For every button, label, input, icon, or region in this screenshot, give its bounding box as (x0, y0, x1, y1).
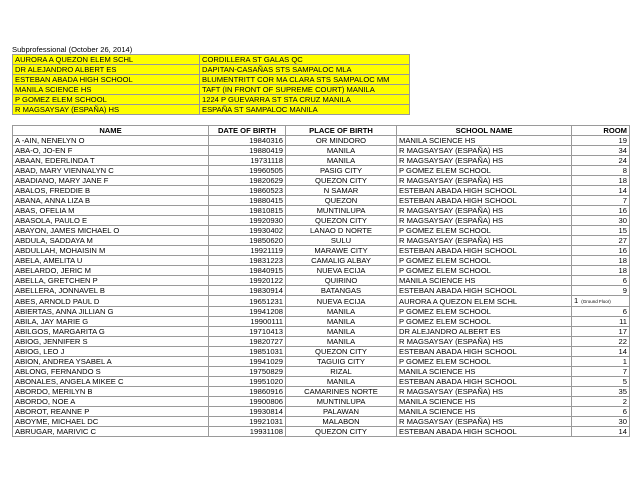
school-name-cell: AURORA A QUEZON ELEM SCHL (13, 55, 200, 65)
dob-cell: 19921031 (209, 417, 286, 427)
room-cell: 5 (572, 377, 630, 387)
name-cell: ABELLERA, JONNAVEL B (13, 286, 209, 296)
header-row (13, 126, 630, 136)
name-cell: ABADIANO, MARY JANE F (13, 176, 209, 186)
pob-cell: NUEVA ECIJA (286, 266, 397, 276)
school-cell: R MAGSAYSAY (ESPAÑA) HS (397, 236, 572, 246)
name-cell: ABORDO, MERILYN B (13, 387, 209, 397)
name-cell: ABAYON, JAMES MICHAEL O (13, 226, 209, 236)
school-address-cell: BLUMENTRITT COR MA CLARA STS SAMPALOC MM (200, 75, 410, 85)
name-cell: ABRUGAR, MARIVIC C (13, 427, 209, 437)
school-address-cell: 1224 P GUEVARRA ST STA CRUZ MANILA (200, 95, 410, 105)
sheet-subtitle: Subprofessional (October 26, 2014) (12, 45, 133, 54)
dob-cell: 19880415 (209, 196, 286, 206)
school-cell: AURORA A QUEZON ELEM SCHL (397, 296, 572, 307)
school-cell: DR ALEJANDRO ALBERT ES (397, 327, 572, 337)
table-row (13, 196, 630, 206)
dob-cell: 19900806 (209, 397, 286, 407)
table-row (13, 246, 630, 256)
pob-cell: QUEZON CITY (286, 347, 397, 357)
table-row (13, 296, 630, 307)
dob-cell: 19731118 (209, 156, 286, 166)
table-row (13, 176, 630, 186)
table-row (13, 226, 630, 236)
name-cell: ABIOG, JENNIFER S (13, 337, 209, 347)
pob-cell: MANILA (286, 337, 397, 347)
name-cell: ABA-O, JO-EN F (13, 146, 209, 156)
pob-cell: RIZAL (286, 367, 397, 377)
name-cell: A -AIN, NENELYN O (13, 136, 209, 146)
table-row (13, 286, 630, 296)
room-cell: 24 (572, 156, 630, 166)
name-cell: ABIOG, LEO J (13, 347, 209, 357)
school-cell: MANILA SCIENCE HS (397, 276, 572, 286)
dob-cell: 19930402 (209, 226, 286, 236)
pob-cell: SULU (286, 236, 397, 246)
room-cell: 18 (572, 256, 630, 266)
school-cell: R MAGSAYSAY (ESPAÑA) HS (397, 387, 572, 397)
pob-cell: MUNTINLUPA (286, 206, 397, 216)
table-row (13, 166, 630, 176)
room-cell: 34 (572, 146, 630, 156)
school-address-cell: TAFT (IN FRONT OF SUPREME COURT) MANILA (200, 85, 410, 95)
name-cell: ABALOS, FREDDIE B (13, 186, 209, 196)
school-name-cell: ESTEBAN ABADA HIGH SCHOOL (13, 75, 200, 85)
room-number: 1 (574, 296, 579, 305)
examinee-table (12, 125, 630, 437)
school-cell: P GOMEZ ELEM SCHOOL (397, 307, 572, 317)
room-cell (572, 296, 630, 307)
table-row (13, 427, 630, 437)
dob-cell: 19810815 (209, 206, 286, 216)
header-dob: DATE OF BIRTH (209, 126, 286, 136)
room-cell: 27 (572, 236, 630, 246)
name-cell: ABELLA, GRETCHEN P (13, 276, 209, 286)
name-cell: ABOROT, REANNE P (13, 407, 209, 417)
room-cell: 18 (572, 176, 630, 186)
room-cell: 22 (572, 337, 630, 347)
school-cell: ESTEBAN ABADA HIGH SCHOOL (397, 427, 572, 437)
school-cell: ESTEBAN ABADA HIGH SCHOOL (397, 286, 572, 296)
room-cell: 30 (572, 417, 630, 427)
name-cell: ABION, ANDREA YSABEL A (13, 357, 209, 367)
header-name: NAME (13, 126, 209, 136)
name-cell: ABORDO, NOE A (13, 397, 209, 407)
name-cell: ABIERTAS, ANNA JILLIAN G (13, 307, 209, 317)
school-row (13, 75, 410, 85)
pob-cell: MANILA (286, 377, 397, 387)
dob-cell: 19860916 (209, 387, 286, 397)
table-row (13, 186, 630, 196)
table-row (13, 327, 630, 337)
school-cell: MANILA SCIENCE HS (397, 407, 572, 417)
name-cell: ABONALES, ANGELA MIKEE C (13, 377, 209, 387)
room-cell: 6 (572, 276, 630, 286)
dob-cell: 19710413 (209, 327, 286, 337)
school-name-cell: DR ALEJANDRO ALBERT ES (13, 65, 200, 75)
school-cell: R MAGSAYSAY (ESPAÑA) HS (397, 156, 572, 166)
pob-cell: MARAWE CITY (286, 246, 397, 256)
dob-cell: 19651231 (209, 296, 286, 307)
room-cell: 19 (572, 136, 630, 146)
school-cell: P GOMEZ ELEM SCHOOL (397, 256, 572, 266)
dob-cell: 19941029 (209, 357, 286, 367)
school-name-cell: P GOMEZ ELEM SCHOOL (13, 95, 200, 105)
school-row (13, 95, 410, 105)
room-cell: 9 (572, 286, 630, 296)
pob-cell: QUEZON (286, 196, 397, 206)
school-row (13, 105, 410, 115)
pob-cell: N SAMAR (286, 186, 397, 196)
pob-cell: MUNTINLUPA (286, 397, 397, 407)
school-cell: MANILA SCIENCE HS (397, 136, 572, 146)
table-row (13, 216, 630, 226)
table-row (13, 156, 630, 166)
school-cell: R MAGSAYSAY (ESPAÑA) HS (397, 216, 572, 226)
pob-cell: QUIRINO (286, 276, 397, 286)
table-row (13, 397, 630, 407)
school-cell: R MAGSAYSAY (ESPAÑA) HS (397, 417, 572, 427)
table-row (13, 136, 630, 146)
school-cell: ESTEBAN ABADA HIGH SCHOOL (397, 246, 572, 256)
school-name-cell: MANILA SCIENCE HS (13, 85, 200, 95)
dob-cell: 19840915 (209, 266, 286, 276)
room-cell: 17 (572, 327, 630, 337)
room-cell: 2 (572, 397, 630, 407)
name-cell: ABAD, MARY VIENNALYN C (13, 166, 209, 176)
room-cell: 6 (572, 307, 630, 317)
name-cell: ABILA, JAY MARIE G (13, 317, 209, 327)
name-cell: ABANA, ANNA LIZA B (13, 196, 209, 206)
table-row (13, 357, 630, 367)
room-cell: 14 (572, 186, 630, 196)
dob-cell: 19931108 (209, 427, 286, 437)
school-cell: R MAGSAYSAY (ESPAÑA) HS (397, 206, 572, 216)
school-cell: ESTEBAN ABADA HIGH SCHOOL (397, 377, 572, 387)
dob-cell: 19941208 (209, 307, 286, 317)
school-address-cell: CORDILLERA ST GALAS QC (200, 55, 410, 65)
dob-cell: 19750829 (209, 367, 286, 377)
dob-cell: 19900111 (209, 317, 286, 327)
school-cell: P GOMEZ ELEM SCHOOL (397, 166, 572, 176)
pob-cell: BATANGAS (286, 286, 397, 296)
room-cell: 6 (572, 407, 630, 417)
table-row (13, 266, 630, 276)
name-cell: ABELA, AMELITA U (13, 256, 209, 266)
dob-cell: 19851031 (209, 347, 286, 357)
pob-cell: CAMARINES NORTE (286, 387, 397, 397)
school-cell: P GOMEZ ELEM SCHOOL (397, 317, 572, 327)
table-row (13, 367, 630, 377)
pob-cell: PALAWAN (286, 407, 397, 417)
table-row (13, 387, 630, 397)
table-row (13, 276, 630, 286)
school-name-cell: R MAGSAYSAY (ESPAÑA) HS (13, 105, 200, 115)
table-row (13, 256, 630, 266)
pob-cell: TAGUIG CITY (286, 357, 397, 367)
header-pob: PLACE OF BIRTH (286, 126, 397, 136)
dob-cell: 19930814 (209, 407, 286, 417)
dob-cell: 19830914 (209, 286, 286, 296)
table-row (13, 337, 630, 347)
school-cell: P GOMEZ ELEM SCHOOL (397, 226, 572, 236)
table-row (13, 146, 630, 156)
school-cell: MANILA SCIENCE HS (397, 367, 572, 377)
name-cell: ABELARDO, JERIC M (13, 266, 209, 276)
school-cell: R MAGSAYSAY (ESPAÑA) HS (397, 176, 572, 186)
school-cell: ESTEBAN ABADA HIGH SCHOOL (397, 196, 572, 206)
room-cell: 15 (572, 226, 630, 236)
pob-cell: OR MINDORO (286, 136, 397, 146)
pob-cell: PASIG CITY (286, 166, 397, 176)
school-row (13, 85, 410, 95)
dob-cell: 19960505 (209, 166, 286, 176)
name-cell: ABASOLA, PAULO E (13, 216, 209, 226)
room-cell: 7 (572, 367, 630, 377)
name-cell: ABAS, OFELIA M (13, 206, 209, 216)
dob-cell: 19951020 (209, 377, 286, 387)
name-cell: ABLONG, FERNANDO S (13, 367, 209, 377)
room-cell: 16 (572, 206, 630, 216)
room-cell: 8 (572, 166, 630, 176)
school-cell: P GOMEZ ELEM SCHOOL (397, 266, 572, 276)
room-cell: 11 (572, 317, 630, 327)
school-cell: ESTEBAN ABADA HIGH SCHOOL (397, 186, 572, 196)
room-cell: 35 (572, 387, 630, 397)
header-room: ROOM (572, 126, 630, 136)
school-row (13, 55, 410, 65)
dob-cell: 19820727 (209, 337, 286, 347)
dob-cell: 19820629 (209, 176, 286, 186)
name-cell: ABOYME, MICHAEL DC (13, 417, 209, 427)
header-school: SCHOOL NAME (397, 126, 572, 136)
pob-cell: LANAO D NORTE (286, 226, 397, 236)
school-address-table (12, 54, 410, 115)
school-address-cell: DAPITAN-CASAÑAS STS SAMPALOC MLA (200, 65, 410, 75)
pob-cell: MANILA (286, 156, 397, 166)
pob-cell: MANILA (286, 146, 397, 156)
table-row (13, 347, 630, 357)
pob-cell: MANILA (286, 327, 397, 337)
school-cell: R MAGSAYSAY (ESPAÑA) HS (397, 337, 572, 347)
room-cell: 1 (572, 357, 630, 367)
dob-cell: 19850620 (209, 236, 286, 246)
pob-cell: QUEZON CITY (286, 427, 397, 437)
pob-cell: QUEZON CITY (286, 216, 397, 226)
dob-cell: 19860523 (209, 186, 286, 196)
name-cell: ABILGOS, MARGARITA G (13, 327, 209, 337)
table-row (13, 417, 630, 427)
school-cell: MANILA SCIENCE HS (397, 397, 572, 407)
room-cell: 14 (572, 347, 630, 357)
room-note: (Ground Floor) (581, 299, 611, 304)
table-row (13, 307, 630, 317)
table-row (13, 206, 630, 216)
room-cell: 30 (572, 216, 630, 226)
school-cell: P GOMEZ ELEM SCHOOL (397, 357, 572, 367)
table-row (13, 407, 630, 417)
dob-cell: 19880419 (209, 146, 286, 156)
room-cell: 18 (572, 266, 630, 276)
name-cell: ABDULA, SADDAYA M (13, 236, 209, 246)
room-cell: 14 (572, 427, 630, 437)
room-cell: 7 (572, 196, 630, 206)
name-cell: ABDULLAH, MOHAISIN M (13, 246, 209, 256)
name-cell: ABES, ARNOLD PAUL D (13, 296, 209, 307)
dob-cell: 19921119 (209, 246, 286, 256)
room-cell: 16 (572, 246, 630, 256)
dob-cell: 19831223 (209, 256, 286, 266)
school-address-cell: ESPAÑA ST SAMPALOC MANILA (200, 105, 410, 115)
pob-cell: MANILA (286, 307, 397, 317)
table-row (13, 377, 630, 387)
pob-cell: MANILA (286, 317, 397, 327)
table-row (13, 317, 630, 327)
dob-cell: 19920122 (209, 276, 286, 286)
school-cell: ESTEBAN ABADA HIGH SCHOOL (397, 347, 572, 357)
pob-cell: NUEVA ECIJA (286, 296, 397, 307)
table-row (13, 236, 630, 246)
pob-cell: CAMALIG ALBAY (286, 256, 397, 266)
school-row (13, 65, 410, 75)
pob-cell: QUEZON CITY (286, 176, 397, 186)
dob-cell: 19920930 (209, 216, 286, 226)
pob-cell: MALABON (286, 417, 397, 427)
name-cell: ABAAN, EDERLINDA T (13, 156, 209, 166)
school-cell: R MAGSAYSAY (ESPAÑA) HS (397, 146, 572, 156)
dob-cell: 19840316 (209, 136, 286, 146)
